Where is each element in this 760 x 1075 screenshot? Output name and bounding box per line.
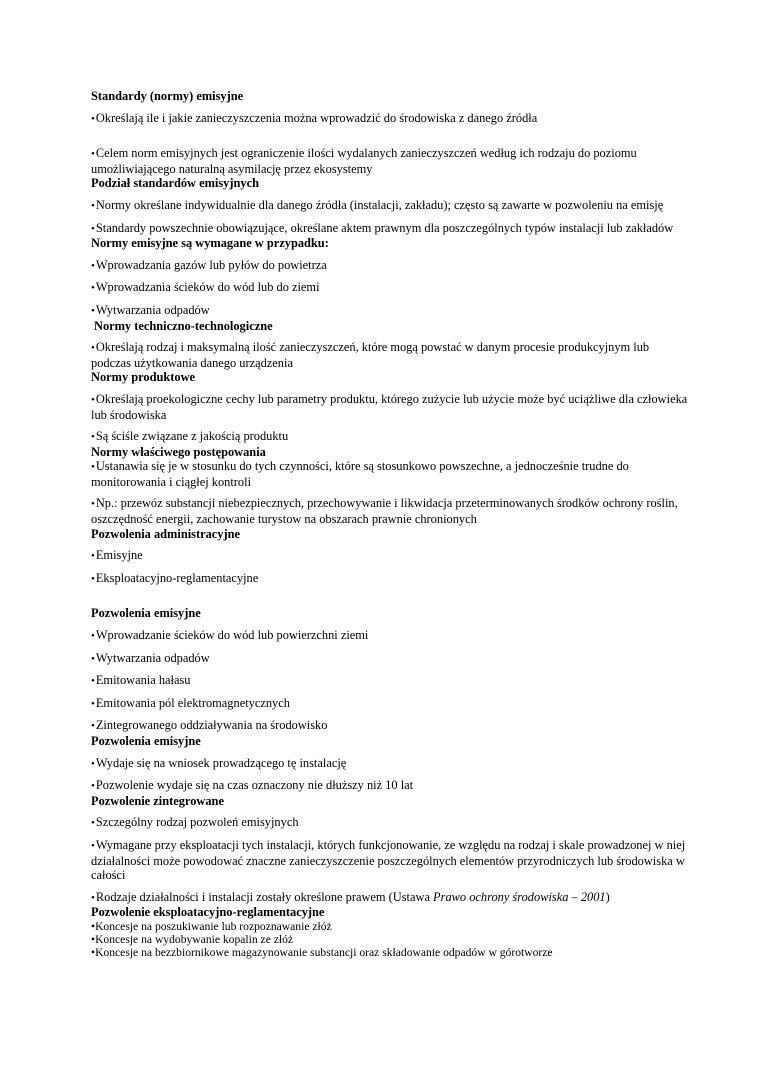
list-item: •Emisyjne bbox=[91, 548, 143, 563]
list-item: •Normy określane indywidualnie dla danego źródła (instalacji, zakładu); często są zawarte w pozwoleniu na emisję bbox=[91, 197, 664, 212]
heading-pozwolenia-emisyjne-2: Pozwolenia emisyjne bbox=[91, 734, 201, 748]
heading-techniczno: Normy techniczno-technologiczne bbox=[94, 318, 273, 333]
list-item: •Ustanawia się je w stosunku do tych czynności, które są stosunkowo powszechne, a jednocześnie trudne do monitorowania i ciągłej kontroli bbox=[91, 459, 629, 489]
list-item: •Emitowania pól elektromagnetycznych bbox=[91, 695, 290, 710]
list-item: •Są ściśle związane z jakością produktu bbox=[91, 429, 289, 444]
list-item: •Wytwarzania odpadów bbox=[91, 302, 210, 317]
list-item: •Emitowania hałasu bbox=[91, 673, 191, 688]
list-item: •Wprowadzania ścieków do wód lub do ziemi bbox=[91, 280, 320, 295]
list-item: •Określają rodzaj i maksymalną ilość zanieczyszczeń, które mogą powstać w danym procesie produkcyjnym lub podczas użytkowania danego urządzenia bbox=[91, 340, 650, 370]
heading-eksploatacyjno: Pozwolenie eksploatacyjno-reglamentacyjne bbox=[91, 905, 325, 920]
list-item: •Koncesje na poszukiwanie lub rozpoznawanie złóż bbox=[91, 919, 332, 933]
list-item: •Zintegrowanego oddziaływania na środowisko bbox=[91, 718, 328, 733]
heading-zintegrowane: Pozwolenie zintegrowane bbox=[91, 793, 224, 808]
law-title: Prawo ochrony środowiska – 2001 bbox=[433, 889, 606, 904]
list-item: •Szczególny rodzaj pozwoleń emisyjnych bbox=[91, 815, 299, 830]
list-item: •Eksploatacyjno-reglamentacyjne bbox=[91, 570, 259, 585]
heading-standardy: Standardy (normy) emisyjne bbox=[91, 89, 244, 103]
list-item: •Wydaje się na wniosek prowadzącego tę instalację bbox=[91, 755, 347, 770]
heading-administracyjne: Pozwolenia administracyjne bbox=[91, 526, 241, 541]
heading-produktowe: Normy produktowe bbox=[91, 370, 196, 385]
list-item: •Np.: przewóz substancji niebezpiecznych, przechowywanie i likwidacja przeterminowanych środków ochrony roślin, oszczędność energii, zachowanie turystow na obszarach prawnie chronionych bbox=[91, 496, 678, 527]
list-item: •Koncesje na wydobywanie kopalin ze złóż bbox=[91, 932, 294, 946]
list-item: •Wymagane przy eksploatacji tych instalacji, których funkcjonowanie, ze względu na rodzaj i skale prowadzonej w niej działalności może powodować znaczne zanieczyszczenie poszczególnych elementów przyrodniczych lub środowiska w całości bbox=[91, 837, 686, 883]
list-item: •Wprowadzanie ścieków do wód lub powierzchni ziemi bbox=[91, 628, 369, 643]
document-page bbox=[91, 89, 691, 959]
list-item: •Celem norm emisyjnych jest ograniczenie ilości wydalanych zanieczyszczeń według ich rodzaju do poziomu umożliwiającego naturalną asymilację przez ekosystemy bbox=[91, 146, 637, 176]
list-item: •Pozwolenie wydaje się na czas oznaczony nie dłuższy niż 10 lat bbox=[91, 778, 414, 793]
heading-podzial: Podział standardów emisyjnych bbox=[91, 176, 259, 191]
list-item: •Określają proekologiczne cechy lub parametry produktu, którego zużycie lub użycie może być uciążliwe dla człowieka lub środowiska bbox=[91, 391, 688, 422]
list-item: •Koncesje na bezzbiornikowe magazynowanie substancji oraz składowanie odpadów w górotworze bbox=[91, 945, 553, 959]
heading-pozwolenia-emisyjne: Pozwolenia emisyjne bbox=[91, 606, 201, 621]
list-item: •Wytwarzania odpadów bbox=[91, 650, 210, 665]
heading-normy-wymagane: Normy emisyjne są wymagane w przypadku: bbox=[91, 236, 329, 251]
list-item: •Określają ile i jakie zanieczyszczenia można wprowadzić do środowiska z danego źródła bbox=[91, 110, 538, 125]
list-item: •Wprowadzania gazów lub pyłów do powietrza bbox=[91, 257, 327, 272]
heading-postepowania: Normy właściwego postępowania bbox=[91, 444, 266, 459]
list-item: •Rodzaje działalności i instalacji zostały określone prawem (Ustawa Prawo ochrony środowiska – 2001) bbox=[91, 889, 610, 904]
list-item: •Standardy powszechnie obowiązujące, określane aktem prawnym dla poszczególnych typów instalacji lub zakładów bbox=[91, 220, 674, 235]
